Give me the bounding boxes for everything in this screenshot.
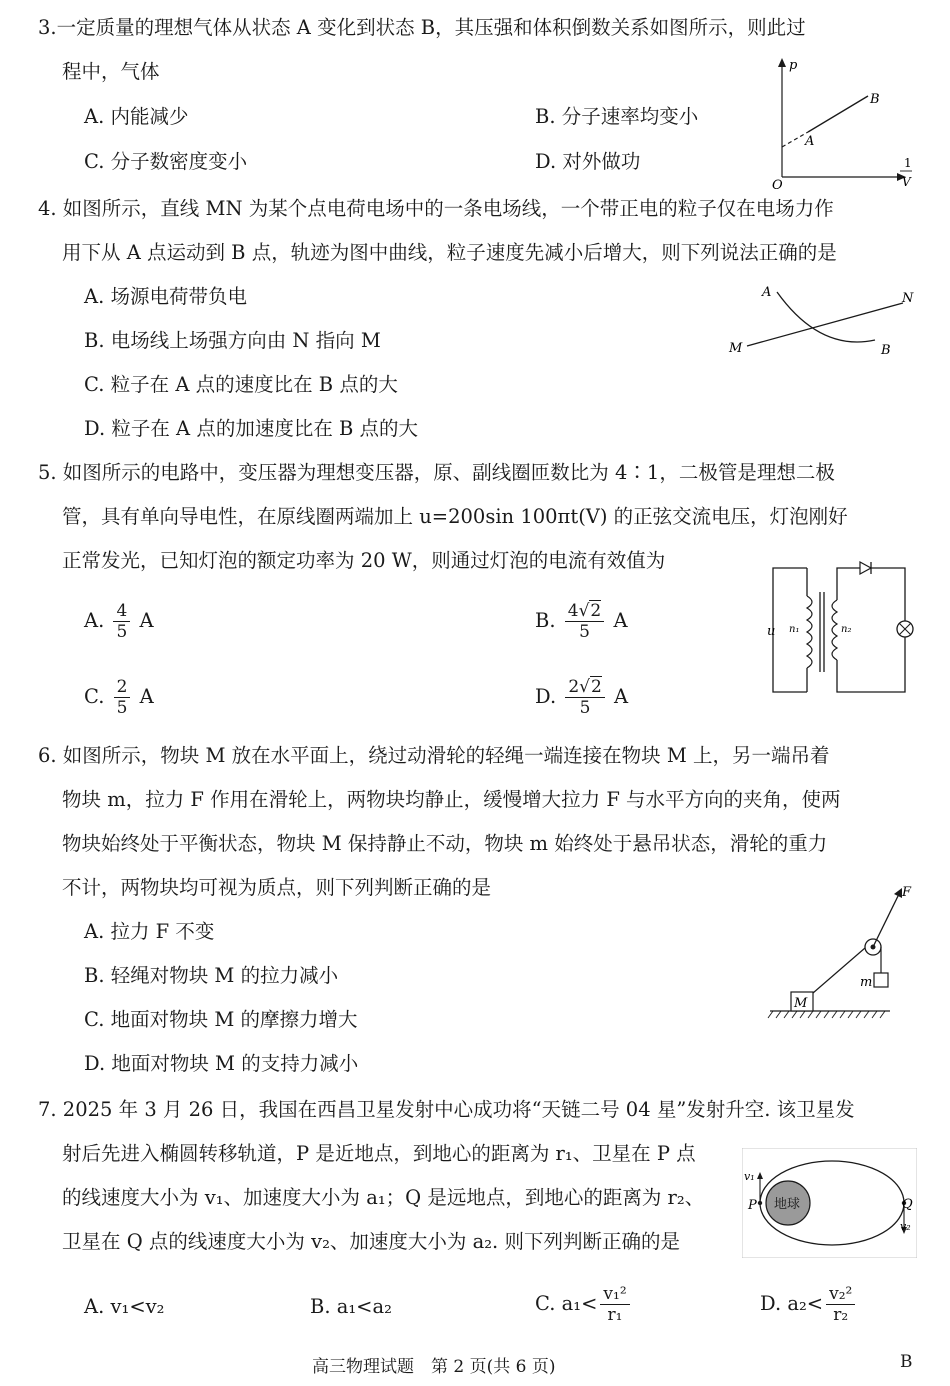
- q7-option-d[interactable]: D. a₂< $\frac{\text{v₂²}}{\text{r₂}}$: [760, 1285, 858, 1324]
- q3-option-c[interactable]: C. 分子数密度变小: [84, 150, 248, 173]
- q6-stem-line3: 物块始终处于平衡状态，物块 M 保持静止不动，物块 m 始终处于悬吊状态，滑轮的重力: [62, 832, 828, 855]
- q6-label-f: F: [902, 885, 912, 900]
- q7-label-v2: v₂: [900, 1220, 911, 1233]
- q3-option-d[interactable]: D. 对外做功: [535, 150, 641, 173]
- q6-force-f: [873, 894, 899, 947]
- q7-stem-line2: 射后先进入椭圆转移轨道，P 是近地点，到地心的距离为 r₁、卫星在 P 点: [62, 1142, 696, 1165]
- q4-label-m: M: [729, 341, 743, 356]
- q3-y-arrow: [778, 58, 786, 67]
- q4-option-a[interactable]: A. 场源电荷带负电: [84, 285, 247, 308]
- q5-option-b[interactable]: B. $\frac{4√2}{5}$ A: [535, 601, 628, 642]
- q7-option-c[interactable]: C. a₁< $\frac{\text{v₁²}}{\text{r₁}}$: [535, 1285, 633, 1324]
- q3-stem-line1: 3.一定质量的理想气体从状态 A 变化到状态 B，其压强和体积倒数关系如图所示，则此过: [38, 16, 806, 39]
- q3-option-b[interactable]: B. 分子速率均变小: [535, 105, 699, 128]
- q6-stem-line2: 物块 m，拉力 F 作用在滑轮上，两物块均静止，缓慢增大拉力 F 与水平方向的夹角，使两: [62, 788, 841, 811]
- q7-orbit-figure: [742, 1148, 917, 1258]
- q5-transformer-circuit: [765, 558, 925, 698]
- q4-label-b: B: [881, 343, 891, 358]
- q6-option-b[interactable]: B. 轻绳对物块 M 的拉力减小: [84, 964, 339, 987]
- q7-stem-line4: 卫星在 Q 点的线速度大小为 v₂、加速度大小为 a₂. 则下列判断正确的是: [62, 1230, 680, 1253]
- q3-label-p: p: [789, 58, 798, 73]
- q4-line-mn: [747, 303, 903, 346]
- q7-label-p: P: [748, 1198, 757, 1213]
- q5-label-n2: n₂: [841, 624, 852, 635]
- q4-option-d[interactable]: D. 粒子在 A 点的加速度比在 B 点的大: [84, 417, 419, 440]
- q5-stem-line1: 5. 如图所示的电路中，变压器为理想变压器，原、副线圈匝数比为 4∶1，二极管是理想二极: [38, 461, 835, 484]
- q3-label-a: A: [805, 134, 815, 149]
- q6-option-d[interactable]: D. 地面对物块 M 的支持力减小: [84, 1052, 359, 1075]
- q7-stem-line1: 7. 2025 年 3 月 26 日，我国在西昌卫星发射中心成功将“天链二号 04 星”发射升空. 该卫星发: [38, 1098, 855, 1121]
- q5-stem-line3: 正常发光，已知灯泡的额定功率为 20 W，则通过灯泡的电流有效值为: [62, 549, 666, 572]
- q5-diode: [860, 562, 871, 574]
- q6-rope-to-m: [813, 948, 865, 993]
- q6-label-big-m: M: [794, 996, 808, 1011]
- q7-option-b[interactable]: B. a₁<a₂: [310, 1295, 392, 1318]
- q5-option-d[interactable]: D. $\frac{2√2}{5}$ A: [535, 677, 629, 718]
- q4-option-b[interactable]: B. 电场线上场强方向由 N 指向 M: [84, 329, 381, 352]
- q6-ground-hatch: [768, 1011, 885, 1018]
- q7-option-a[interactable]: A. v₁<v₂: [84, 1295, 165, 1318]
- q3-stem-line2: 程中，气体: [62, 60, 160, 83]
- page-footer: 高三物理试题 第 2 页(共 6 页): [312, 1357, 556, 1377]
- q5-option-a[interactable]: A. $\frac{4}{5}$ A: [84, 601, 154, 642]
- q7-stem-line3: 的线速度大小为 v₁、加速度大小为 a₁；Q 是远地点，到地心的距离为 r₂、: [62, 1186, 705, 1209]
- q6-label-small-m: m: [860, 975, 873, 990]
- q3-option-a[interactable]: A. 内能减少: [84, 105, 189, 128]
- q4-option-c[interactable]: C. 粒子在 A 点的速度比在 B 点的大: [84, 373, 398, 396]
- q5-secondary-coil: [832, 600, 837, 660]
- q7-label-q: Q: [902, 1197, 913, 1212]
- q6-pulley-figure: [765, 880, 925, 1020]
- q6-option-c[interactable]: C. 地面对物块 M 的摩擦力增大: [84, 1008, 358, 1031]
- q4-label-n: N: [902, 291, 914, 306]
- q5-option-c[interactable]: C. $\frac{2}{5}$ A: [84, 677, 154, 718]
- q3-label-origin: O: [772, 178, 783, 193]
- q5-label-u: u: [767, 624, 776, 639]
- q5-primary-coil: [807, 596, 812, 668]
- q3-label-b: B: [870, 92, 880, 107]
- q4-stem-line1: 4. 如图所示，直线 MN 为某个点电荷电场中的一条电场线，一个带正电的粒子仅在电场力作: [38, 197, 834, 220]
- q6-stem-line1: 6. 如图所示，物块 M 放在水平面上，绕过动滑轮的轻绳一端连接在物块 M 上，另一端吊着: [38, 744, 830, 767]
- q3-ab-line: [808, 96, 868, 132]
- q6-block-small-m: [874, 973, 888, 987]
- q7-label-earth: 地球: [774, 1197, 801, 1212]
- q3-label-x-num: 1: [904, 156, 912, 170]
- q3-label-x-den: V: [902, 175, 911, 189]
- q4-stem-line2: 用下从 A 点运动到 B 点，轨迹为图中曲线，粒子速度先减小后增大，则下列说法正确的是: [62, 241, 837, 264]
- q5-label-n1: n₁: [789, 624, 800, 635]
- q6-option-a[interactable]: A. 拉力 F 不变: [84, 920, 215, 943]
- q4-label-a: A: [762, 285, 772, 300]
- q6-stem-line4: 不计，两物块均可视为质点，则下列判断正确的是: [62, 876, 492, 899]
- q5-stem-line2: 管，具有单向导电性，在原线圈两端加上 u=200sin 100πt(V) 的正弦交流电压，灯泡刚好: [62, 505, 848, 528]
- q4-trajectory: [777, 292, 875, 342]
- q7-label-v1: v₁: [744, 1170, 755, 1183]
- paper-version: B: [900, 1352, 913, 1372]
- q4-field-line-figure: [725, 280, 925, 360]
- q3-p-inverse-v-graph: [760, 55, 920, 195]
